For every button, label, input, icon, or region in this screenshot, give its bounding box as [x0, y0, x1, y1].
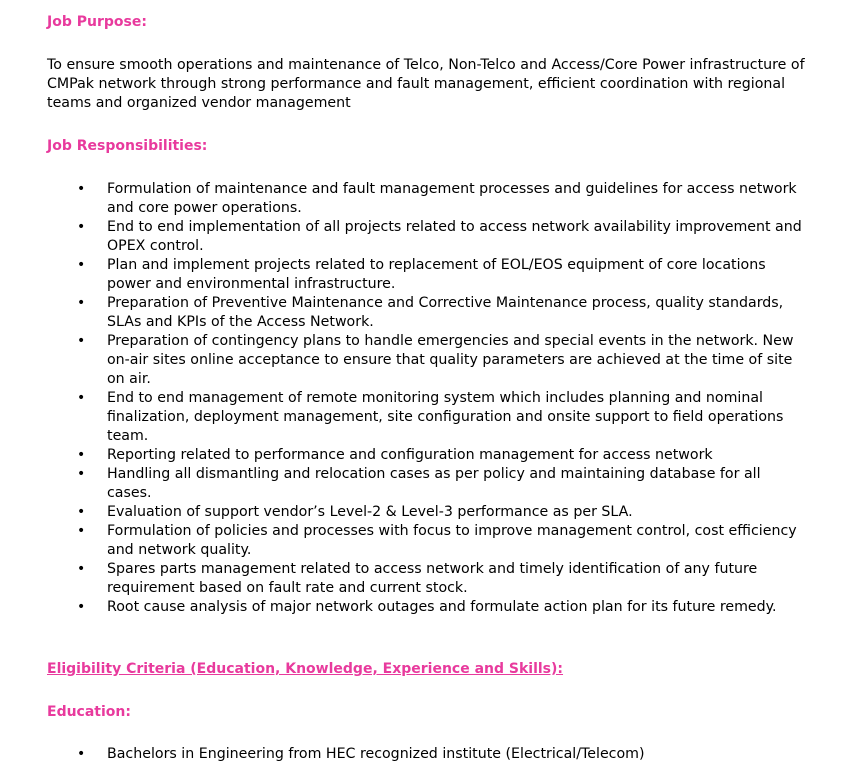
education-heading: Education:	[47, 704, 131, 720]
bullet-icon: •	[77, 181, 86, 197]
education-list	[47, 745, 807, 764]
bullet-icon: •	[77, 257, 86, 273]
bullet-icon: •	[77, 504, 86, 520]
job-purpose-text: To ensure smooth operations and maintenance of Telco, Non-Telco and Access/Core Power infrastructure of CMPak network through strong performance and fault management, efficient coordination with regional teams and organized vendor management	[47, 57, 805, 111]
list-item	[47, 560, 807, 598]
eligibility-criteria-heading: Eligibility Criteria (Education, Knowledge, Experience and Skills):	[47, 661, 564, 677]
bullet-icon: •	[77, 295, 86, 311]
list-item-text: Formulation of policies and processes with focus to improve management control, cost efficiency and network quality.	[107, 523, 797, 558]
list-item	[47, 294, 807, 332]
job-purpose-heading: Job Purpose:	[47, 14, 147, 30]
list-item	[47, 522, 807, 560]
list-item	[47, 465, 807, 503]
list-item-text: Bachelors in Engineering from HEC recognized institute (Electrical/Telecom)	[107, 746, 645, 762]
bullet-icon: •	[77, 333, 86, 349]
bullet-icon: •	[77, 561, 86, 577]
bullet-icon: •	[77, 466, 86, 482]
list-item-text: Formulation of maintenance and fault management processes and guidelines for access network and core power operations.	[107, 181, 797, 216]
list-item-text: Spares parts management related to access network and timely identification of any future requirement based on fault rate and current stock.	[107, 561, 758, 596]
list-item-text: Preparation of contingency plans to handle emergencies and special events in the network. New on-air sites online acceptance to ensure that quality parameters are achieved at the time of site on air.	[107, 333, 794, 387]
list-item-text: Evaluation of support vendor’s Level-2 & Level-3 performance as per SLA.	[107, 504, 633, 520]
list-item-text: Root cause analysis of major network outages and formulate action plan for its future remedy.	[107, 599, 777, 615]
list-item-text: Reporting related to performance and configuration management for access network	[107, 447, 713, 463]
responsibilities-list	[47, 180, 807, 636]
bullet-icon: •	[77, 447, 86, 463]
list-item	[47, 598, 807, 636]
bullet-icon: •	[77, 746, 86, 762]
bullet-icon: •	[77, 599, 86, 615]
list-item	[47, 745, 807, 764]
bullet-icon: •	[77, 523, 86, 539]
list-item	[47, 389, 807, 446]
list-item-text: Preparation of Preventive Maintenance and Corrective Maintenance process, quality standards, SLAs and KPIs of the Access Network.	[107, 295, 784, 330]
list-item-text: End to end management of remote monitoring system which includes planning and nominal finalization, deployment management, site configuration and onsite support to field operations team.	[107, 390, 784, 444]
list-item	[47, 446, 807, 465]
list-item	[47, 180, 807, 218]
bullet-icon: •	[77, 390, 86, 406]
list-item	[47, 503, 807, 522]
list-item-text: Handling all dismantling and relocation cases as per policy and maintaining database for all cases.	[107, 466, 761, 501]
list-item-text: Plan and implement projects related to replacement of EOL/EOS equipment of core locations power and environmental infrastructure.	[107, 257, 766, 292]
job-responsibilities-heading: Job Responsibilities:	[47, 138, 208, 154]
list-item	[47, 256, 807, 294]
list-item-text: End to end implementation of all projects related to access network availability improvement and OPEX control.	[107, 219, 802, 254]
list-item	[47, 332, 807, 389]
list-item	[47, 218, 807, 256]
bullet-icon: •	[77, 219, 86, 235]
